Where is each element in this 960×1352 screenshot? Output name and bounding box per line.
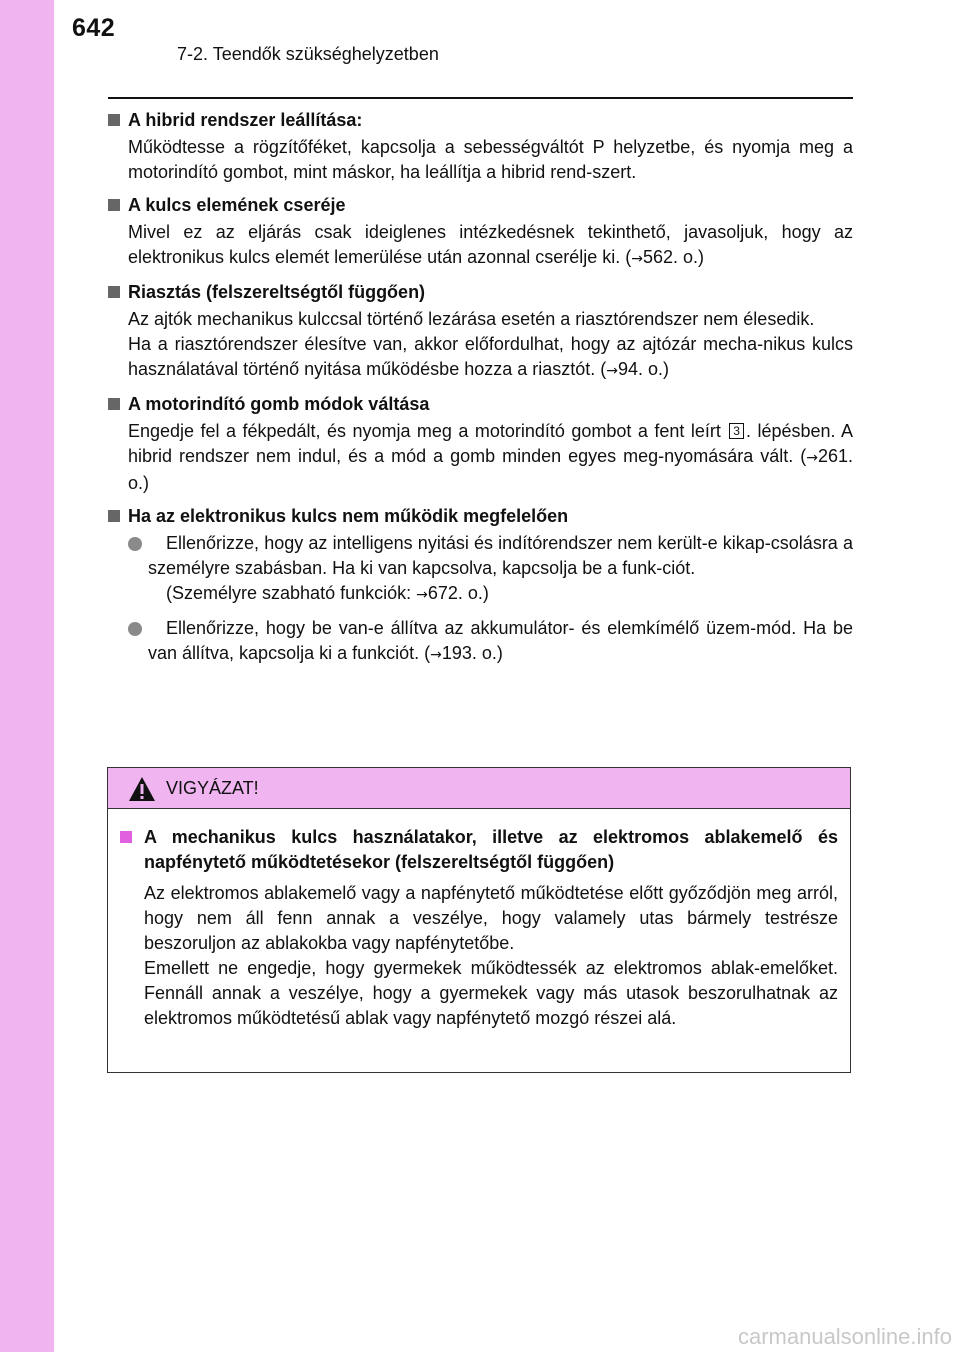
page-sidebar-tab: [0, 0, 54, 1352]
arrow-right-icon: →: [416, 587, 428, 603]
main-content: [108, 108, 853, 676]
caution-title: VIGYÁZAT!: [166, 778, 259, 798]
page-number: 642: [72, 14, 116, 42]
arrow-right-icon: →: [631, 251, 643, 267]
section-hybrid-shutdown: [108, 108, 853, 185]
square-bullet-icon: [108, 510, 120, 522]
section-text: Ha a riasztórendszer élesítve van, akkor előfordulhat, hogy az ajtózár mecha-nikus kulcs használatával történő nyitása működésbe hozza a riasztót. (→94. o.): [128, 334, 853, 379]
section-start-button-modes: [108, 392, 853, 496]
section-heading: A kulcs elemének cseréje: [108, 193, 853, 218]
arrow-right-icon: →: [806, 450, 818, 466]
warning-triangle-icon: [128, 776, 156, 802]
caution-text: Emellett ne engedje, hogy gyermekek működtessék az elektromos ablak-emelőket. Fennáll annak a veszélye, hogy a gyermekek vagy más utasok beszorulhatnak az elektromos működtetésű ablak vagy napfénytető mozgó részei alá.: [144, 958, 838, 1028]
section-key-battery: [108, 193, 853, 272]
caution-header: [108, 768, 850, 809]
step-number-badge: 3: [729, 423, 744, 439]
watermark: carmanualsonline.info: [737, 1324, 952, 1349]
section-text: Az ajtók mechanikus kulccsal történő lezárása esetén a riasztórendszer nem élesedik.: [128, 309, 815, 329]
page-reference-link[interactable]: 193. o.): [441, 643, 503, 663]
page-reference-link[interactable]: 672. o.): [427, 583, 489, 603]
section-text: Engedje fel a fékpedált, és nyomja meg a motorindító gombot a fent leírt 3 . lépésben. A hibrid rendszer nem indul, és a mód a gomb minden egyes meg-nyomására vált. (→261. o.): [128, 421, 853, 493]
caution-heading: A mechanikus kulcs használatakor, illetve az elektromos ablakemelő és napfénytető működtetésekor (felszereltségtől függően): [120, 825, 838, 875]
section-alarm: [108, 280, 853, 384]
square-bullet-icon: [108, 286, 120, 298]
round-bullet-icon: [128, 537, 142, 551]
page-reference-link[interactable]: 94. o.): [618, 359, 670, 379]
square-bullet-icon: [108, 114, 120, 126]
section-heading: Ha az elektronikus kulcs nem működik megfelelően: [108, 504, 853, 529]
section-key-malfunction: [108, 504, 853, 668]
arrow-right-icon: →: [430, 647, 442, 663]
square-bullet-icon: [108, 398, 120, 410]
caution-body: [108, 809, 850, 1031]
section-heading: A hibrid rendszer leállítása:: [108, 108, 853, 133]
round-bullet-icon: [128, 622, 142, 636]
list-item: Ellenőrizze, hogy be van-e állítva az akkumulátor- és elemkímélő üzem-mód. Ha be van állítva, kapcsolja ki a funkciót. (→193. o.): [108, 616, 853, 668]
square-bullet-icon: [120, 831, 132, 843]
section-title: 7-2. Teendők szükséghelyzetben: [177, 44, 439, 64]
caution-text: Az elektromos ablakemelő vagy a napfénytető működtetése előtt győződjön meg arról, hogy nem áll fenn annak a veszélye, hogy valamely utas bármely testrésze beszoruljon az ablakokba vagy napfénytetőbe.: [144, 883, 838, 953]
caution-box: [107, 767, 851, 1073]
arrow-right-icon: →: [606, 363, 618, 379]
section-text: Működtesse a rögzítőféket, kapcsolja a sebességváltót P helyzetbe, és nyomja meg a motorindító gombot, mint máskor, ha leállítja a hibrid rend-szert.: [128, 137, 853, 182]
square-bullet-icon: [108, 199, 120, 211]
list-item: Ellenőrizze, hogy az intelligens nyitási és indítórendszer nem került-e kikap-csolásra a személyre szabásban. Ha ki van kapcsolva, kapcsolja be a funk-ciót. (Személyre szabható funkciók: →672. o.): [108, 531, 853, 608]
section-heading: Riasztás (felszereltségtől függően): [108, 280, 853, 305]
page-reference-link[interactable]: 261. o.): [128, 446, 853, 493]
header-rule: [108, 97, 853, 99]
page-reference-link[interactable]: 562. o.): [642, 247, 705, 267]
section-text: Mivel ez az eljárás csak ideiglenes intézkedésnek tekinthető, javasoljuk, hogy az elektronikus kulcs elemét lemerülése után azonnal cserélje ki. (→562. o.): [128, 222, 853, 267]
section-heading: A motorindító gomb módok váltása: [108, 392, 853, 417]
